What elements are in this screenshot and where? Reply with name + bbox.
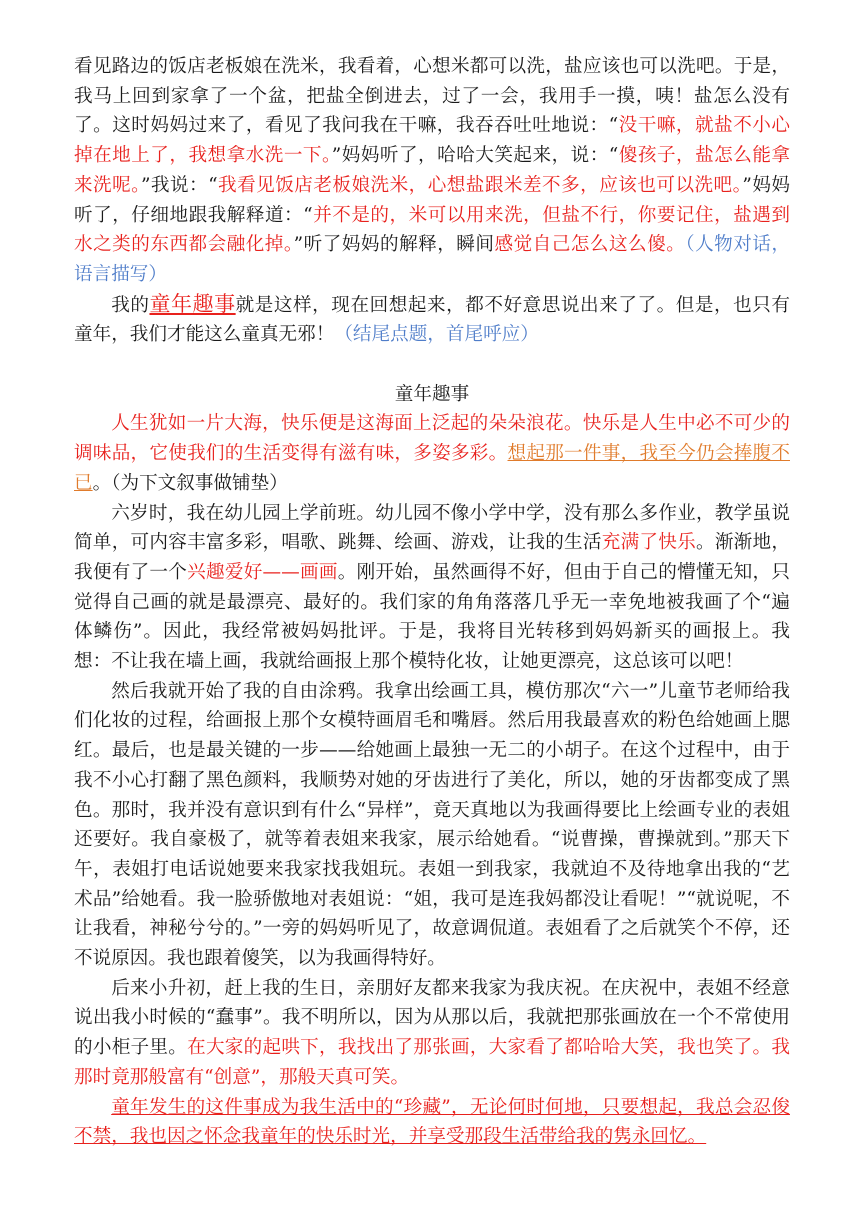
paragraph: [74, 1093, 790, 1152]
text-run: 我的: [111, 294, 150, 316]
text-run: 。（为下文叙事做铺垫）: [92, 472, 288, 494]
highlighted-text: 傻孩子，盐怎么能拿来洗呢。: [74, 145, 790, 196]
document-page: [74, 52, 790, 1152]
highlighted-text: 我看见饭店老板娘洗米，心想盐跟米差不多，应该也可以洗吧。: [217, 174, 743, 196]
highlighted-text: 并不是的，米可以用来洗，但盐不行，你要记住，盐遇到水之类的东西都会融化掉。: [74, 204, 790, 256]
paragraph: [74, 290, 790, 350]
text-run: 就是这样，现在回想起来，都不好意思说出来了了。但是，也只有童年，我们才能这么童真无邪！: [74, 294, 790, 346]
paragraph: [74, 677, 790, 974]
paragraph: [74, 52, 790, 290]
paragraph: [74, 499, 790, 677]
essay-title: 童年趣事: [394, 383, 470, 405]
highlighted-text: 感觉自己怎么这么傻。: [494, 234, 686, 256]
highlighted-text: 童年发生的这件事成为我生活中的“珍藏”，无论何时何地，只要想起，我总会忍俊不禁，我也因之怀念我童年的快乐时光，并享受那段生活带给我的隽永回忆。: [74, 1096, 790, 1148]
text-run: ”我说：“: [140, 174, 218, 196]
highlighted-text: 没干嘛，就盐不小心掉在地上了，我想拿水洗一下。: [74, 115, 790, 167]
highlighted-text: 充满了快乐: [601, 532, 696, 554]
annotation-note: （结尾点题，首尾呼应）: [334, 324, 539, 346]
text-run: 。渐渐地，我便有了一个: [74, 532, 790, 583]
highlighted-text: 童年趣事: [149, 291, 236, 316]
highlighted-text: 兴趣爱好——画画: [187, 561, 338, 583]
highlighted-text: 在大家的起哄下，我找出了那张画，大家看了都哈哈大笑，我也笑了。我那时竟那般富有“创意”，那般天真可笑。: [74, 1037, 790, 1088]
paragraph: [74, 409, 790, 498]
text-run: 六岁时，我在幼儿园上学前班。幼儿园不像小学中学，没有那么多作业，教学虽说简单，可内容丰富多彩，唱歌、跳舞、绘画、游戏，让我的生活: [74, 502, 790, 554]
text-run: ”听了妈妈的解释，瞬间: [293, 234, 495, 256]
text-run: 然后我就开始了我的自由涂鸦。我拿出绘画工具，模仿那次“六一”儿童节老师给我们化妆的过程，给画报上那个女模特画眉毛和嘴唇。然后用我最喜欢的粉色给她画上腮红。最后，也是最关键的一步——给她画上最独一无二的小胡子。在这个过程中，由于我不小心打翻了黑色颜料，我顺势对她的牙齿进行了美化，所以，她的牙齿都变成了黑色。那时，我并没有意识到有什么“异样”，竟天真地以为我画得要比上绘画专业的表姐还要好。我自豪极了，就等着表姐来我家，展示给她看。“说曹操，曹操就到。”那天下午，表姐打电话说她要来我家找我姐玩。表姐一到我家，我就迫不及待地拿出我的“艺术品”给她看。我一脸骄傲地对表姐说：“姐，我可是连我妈都没让看呢！”“就说呢，不让我看，神秘兮兮的。”一旁的妈妈听见了，故意调侃道。表姐看了之后就笑个不停，还不说原因。我也跟着傻笑，以为我画得特好。: [74, 680, 790, 970]
text-run: 。刚开始，虽然画得不好，但由于自己的懵懂无知，只觉得自己画的就是最漂亮、最好的。我们家的角角落落几乎无一幸免地被我画了个“遍体鳞伤”。因此，我经常被妈妈批评。于是，我将目光转移到妈妈新买的画报上。我想：不让我在墙上画，我就给画报上那个模特化妆，让她更漂亮，这总该可以吧！: [74, 561, 790, 673]
highlighted-text: 想起那一件事，我至今仍会捧腹不已: [74, 443, 790, 494]
text-run: ”妈妈听了，仔细地跟我解释道：“: [74, 174, 790, 226]
paragraph: [74, 974, 790, 1093]
highlighted-text: 人生犹如一片大海，快乐便是这海面上泛起的朵朵浪花。快乐是人生中必不可少的调味品，它使我们的生活变得有滋有味，多姿多彩。: [74, 413, 790, 465]
text-run: 看见路边的饭店老板娘在洗米，我看着，心想米都可以洗，盐应该也可以洗吧。于是，我马上回到家拿了一个盆，把盐全倒进去，过了一会，我用手一摸，咦！盐怎么没有了。这时妈妈过来了，看见了我问我在干嘛，我吞吞吐吐地说：“: [74, 56, 790, 137]
text-run: 后来小升初，赶上我的生日，亲朋好友都来我家为我庆祝。在庆祝中，表姐不经意说出我小时候的“蠢事”。我不明所以，因为从那以后，我就把那张画放在一个不常使用的小柜子里。: [74, 977, 790, 1059]
text-run: ”妈妈听了，哈哈大笑起来，说：“: [331, 145, 619, 167]
annotation-note: （人物对话，语言描写）: [74, 234, 790, 285]
